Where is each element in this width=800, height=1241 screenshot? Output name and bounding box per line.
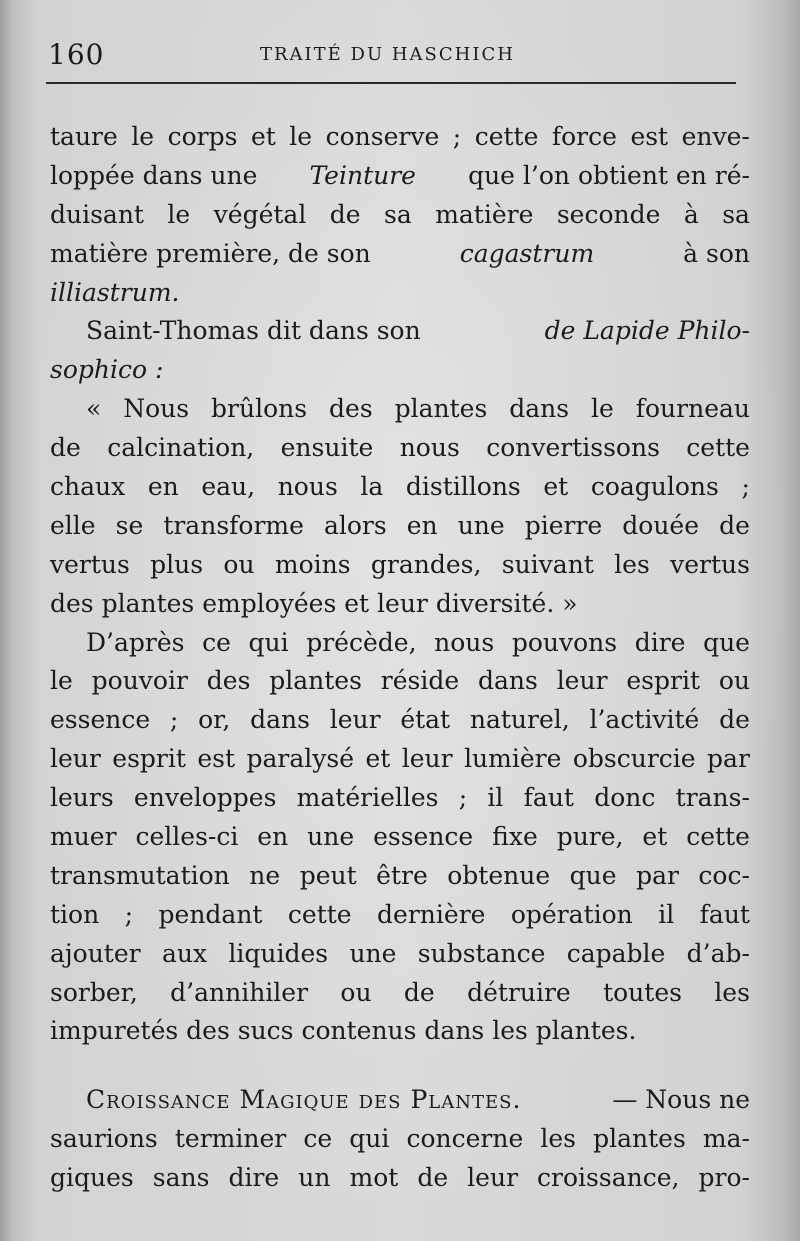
word: dans — [478, 666, 538, 696]
word: muer — [50, 822, 117, 852]
quote-line — [50, 507, 750, 546]
word: duisant — [50, 199, 144, 229]
word: sorber, — [50, 977, 138, 1007]
word: peut — [299, 860, 357, 890]
word: et — [543, 472, 569, 502]
word: distillons — [405, 472, 521, 502]
word: leur — [401, 744, 453, 774]
word: essence — [50, 705, 151, 735]
word: est — [197, 744, 236, 774]
word: le — [131, 122, 155, 151]
word: coagulons — [590, 472, 719, 502]
word: le — [167, 199, 191, 229]
word: réside — [380, 666, 460, 696]
word: cette — [686, 433, 750, 463]
section-heading-line — [50, 1081, 750, 1120]
word: douée — [622, 510, 700, 540]
text-line — [50, 624, 750, 663]
word: plantes — [593, 1124, 686, 1154]
body-text — [50, 118, 750, 1198]
word: sa — [384, 199, 412, 229]
text-segment — [50, 818, 750, 857]
word: qui — [349, 1124, 390, 1154]
text-segment: des plantes employées et leur diversité. » — [50, 588, 578, 618]
word: il — [658, 899, 675, 929]
word: calcination, — [107, 433, 255, 463]
text-segment — [50, 896, 750, 935]
word: Nous — [123, 394, 190, 424]
word: détruire — [467, 977, 571, 1007]
italic-title-de-lapide: de Lapide Philo- — [544, 316, 750, 346]
word: ou — [223, 549, 255, 579]
text-segment — [50, 1159, 750, 1198]
word: leur — [467, 1163, 519, 1193]
word: de — [329, 199, 361, 229]
word: plantes — [394, 394, 488, 424]
word: plantes — [269, 666, 362, 696]
word: ; — [741, 472, 750, 502]
word: être — [376, 860, 428, 890]
word: une — [307, 822, 355, 852]
text-segment — [50, 196, 750, 235]
word: une — [457, 510, 505, 540]
word: par — [636, 860, 679, 890]
word: sans — [152, 1163, 210, 1193]
running-head: TRAITÉ DU HASCHICH — [260, 44, 515, 65]
word: dire — [228, 1163, 280, 1193]
page-header — [46, 36, 736, 76]
text-segment — [50, 974, 750, 1013]
word: de — [403, 977, 435, 1007]
word: précède, — [306, 627, 417, 657]
text-line — [50, 857, 750, 896]
word: cette — [686, 822, 750, 852]
text-line — [50, 896, 750, 935]
word: ce — [303, 1124, 333, 1154]
word: sa — [722, 199, 750, 229]
word: opération — [510, 899, 633, 929]
italic-term-cagastrum: cagastrum — [459, 238, 595, 268]
word: substance — [417, 938, 546, 968]
word: faut — [523, 783, 574, 813]
text-segment: loppée dans une — [50, 160, 258, 190]
word: force — [551, 122, 617, 151]
word: de — [719, 510, 750, 540]
word: saurions — [50, 1124, 158, 1154]
text-segment — [50, 935, 750, 974]
word: fourneau — [635, 394, 750, 424]
text-segment — [50, 662, 750, 701]
word: ajouter — [50, 938, 141, 968]
quote-line — [50, 546, 750, 585]
word: le — [591, 394, 614, 424]
word: nous — [434, 627, 495, 657]
word: essence — [373, 822, 474, 852]
text-segment — [50, 507, 750, 546]
text-segment — [50, 429, 750, 468]
text-segment — [50, 701, 750, 740]
word: cette — [287, 899, 352, 929]
word: or, — [198, 705, 231, 735]
word: donc — [594, 783, 656, 813]
word: les — [714, 977, 750, 1007]
word: végétal — [213, 199, 307, 229]
word: les — [614, 549, 650, 579]
word: pendant — [158, 899, 263, 929]
word: brûlons — [211, 394, 308, 424]
word: ; — [452, 122, 462, 151]
word: leur — [50, 744, 101, 774]
word: en — [147, 472, 179, 502]
word: terminer — [174, 1124, 287, 1154]
word: moins — [274, 549, 351, 579]
word: grandes, — [370, 549, 482, 579]
text-segment: matière première, de son — [50, 238, 371, 268]
text-line — [50, 1012, 750, 1051]
word: dire — [634, 627, 686, 657]
word: pro- — [698, 1163, 750, 1193]
word: aux — [161, 938, 208, 968]
text-line — [50, 157, 750, 196]
text-segment: à son — [683, 238, 750, 268]
word: esprit — [112, 744, 186, 774]
word: croissance, — [537, 1163, 680, 1193]
word: transforme — [163, 510, 304, 540]
word: pure, — [556, 822, 624, 852]
word: matérielles — [296, 783, 439, 813]
word: à — [683, 199, 699, 229]
word: par — [707, 744, 750, 774]
word: enveloppes — [133, 783, 277, 813]
word: paralysé — [246, 744, 355, 774]
word: ou — [718, 666, 750, 696]
word: leur — [329, 705, 381, 735]
text-segment — [86, 624, 750, 663]
word: tion — [50, 899, 100, 929]
word: matière — [435, 199, 534, 229]
word: D’après — [86, 627, 185, 657]
text-segment — [50, 779, 750, 818]
word: de — [50, 433, 81, 463]
word: eau, — [201, 472, 256, 502]
word: l’activité — [589, 705, 700, 735]
word: ma- — [702, 1124, 750, 1154]
word: faut — [699, 899, 750, 929]
text-line — [50, 312, 750, 351]
text-segment — [50, 118, 750, 157]
word: obscurcie — [572, 744, 696, 774]
word: leurs — [50, 783, 114, 813]
header-rule — [46, 82, 736, 84]
text-segment — [50, 468, 750, 507]
word: vertus — [50, 549, 130, 579]
word: nous — [277, 472, 338, 502]
text-line — [50, 274, 750, 313]
word: état — [400, 705, 451, 735]
word: esprit — [626, 666, 700, 696]
text-line — [50, 196, 750, 235]
quote-line — [50, 390, 750, 429]
text-line — [50, 351, 750, 390]
text-line — [50, 662, 750, 701]
text-segment — [50, 546, 750, 585]
italic-term-illiastrum: illiastrum. — [50, 277, 180, 307]
text-line — [50, 1159, 750, 1198]
quote-line — [50, 429, 750, 468]
word: « — [86, 394, 102, 424]
word: pierre — [524, 510, 603, 540]
word: et — [642, 822, 668, 852]
section-gap — [50, 1051, 750, 1081]
text-line — [50, 740, 750, 779]
text-line — [50, 974, 750, 1013]
word: transmutation — [50, 860, 230, 890]
word: de — [719, 705, 750, 735]
text-line — [50, 118, 750, 157]
word: conserve — [325, 122, 440, 151]
text-line — [50, 935, 750, 974]
text-segment — [86, 390, 750, 429]
text-line — [50, 1120, 750, 1159]
word: concerne — [406, 1124, 524, 1154]
word: seconde — [556, 199, 661, 229]
word: leur — [556, 666, 608, 696]
word: chaux — [50, 472, 126, 502]
word: ne — [249, 860, 281, 890]
word: liquides — [228, 938, 329, 968]
word: fixe — [492, 822, 538, 852]
word: le — [50, 666, 73, 696]
word: alors — [323, 510, 387, 540]
word: ; — [169, 705, 179, 735]
word: ; — [458, 783, 468, 813]
page-number: 160 — [48, 38, 105, 71]
word: dernière — [377, 899, 486, 929]
word: dans — [250, 705, 310, 735]
text-segment: Saint-Thomas dit dans son — [86, 316, 421, 346]
word: les — [540, 1124, 576, 1154]
word: plus — [150, 549, 204, 579]
word: enve- — [681, 122, 750, 151]
word: mot — [349, 1163, 399, 1193]
word: corps — [167, 122, 238, 151]
word: une — [349, 938, 397, 968]
text-segment — [50, 1120, 750, 1159]
word: pouvons — [511, 627, 618, 657]
italic-title-sophico: sophico : — [50, 355, 164, 385]
word: celles-ci — [135, 822, 239, 852]
word: convertissons — [486, 433, 660, 463]
italic-term-teinture: Teinture — [309, 160, 416, 190]
word: et — [365, 744, 391, 774]
text-line — [50, 818, 750, 857]
word: dans — [509, 394, 570, 424]
word: il — [487, 783, 504, 813]
word: obtenue — [447, 860, 551, 890]
text-segment: que l’on obtient en ré- — [468, 160, 750, 190]
text-line — [50, 235, 750, 274]
word: ensuite — [280, 433, 374, 463]
word: trans- — [675, 783, 750, 813]
word: ce — [202, 627, 231, 657]
text-segment: — Nous ne — [612, 1085, 750, 1115]
word: nous — [399, 433, 460, 463]
word: elle — [50, 510, 96, 540]
word: capable — [566, 938, 666, 968]
word: lumière — [464, 744, 562, 774]
word: vertus — [670, 549, 750, 579]
word: le — [289, 122, 313, 151]
word: qui — [248, 627, 289, 657]
quote-line — [50, 585, 750, 624]
word: toutes — [603, 977, 682, 1007]
word: cette — [474, 122, 539, 151]
text-line — [50, 701, 750, 740]
word: coc- — [698, 860, 750, 890]
word: suivant — [501, 549, 594, 579]
quote-line — [50, 468, 750, 507]
word: d’ab- — [686, 938, 750, 968]
word: et — [250, 122, 276, 151]
word: giques — [50, 1163, 134, 1193]
word: ; — [124, 899, 134, 929]
section-heading: Croissance Magique des Plantes. — [86, 1085, 522, 1115]
word: en — [257, 822, 289, 852]
text-segment — [50, 740, 750, 779]
word: naturel, — [469, 705, 570, 735]
text-segment: impuretés des sucs contenus dans les plantes. — [50, 1016, 637, 1046]
word: des — [206, 666, 251, 696]
text-segment — [50, 857, 750, 896]
word: la — [360, 472, 384, 502]
word: en — [406, 510, 438, 540]
word: un — [298, 1163, 331, 1193]
word: pouvoir — [91, 666, 188, 696]
word: que — [703, 627, 750, 657]
word: est — [630, 122, 669, 151]
text-line — [50, 779, 750, 818]
word: ou — [340, 977, 372, 1007]
word: d’annihiler — [170, 977, 309, 1007]
word: des — [329, 394, 373, 424]
word: de — [417, 1163, 449, 1193]
word: que — [569, 860, 617, 890]
word: taure — [50, 122, 118, 151]
word: se — [115, 510, 144, 540]
